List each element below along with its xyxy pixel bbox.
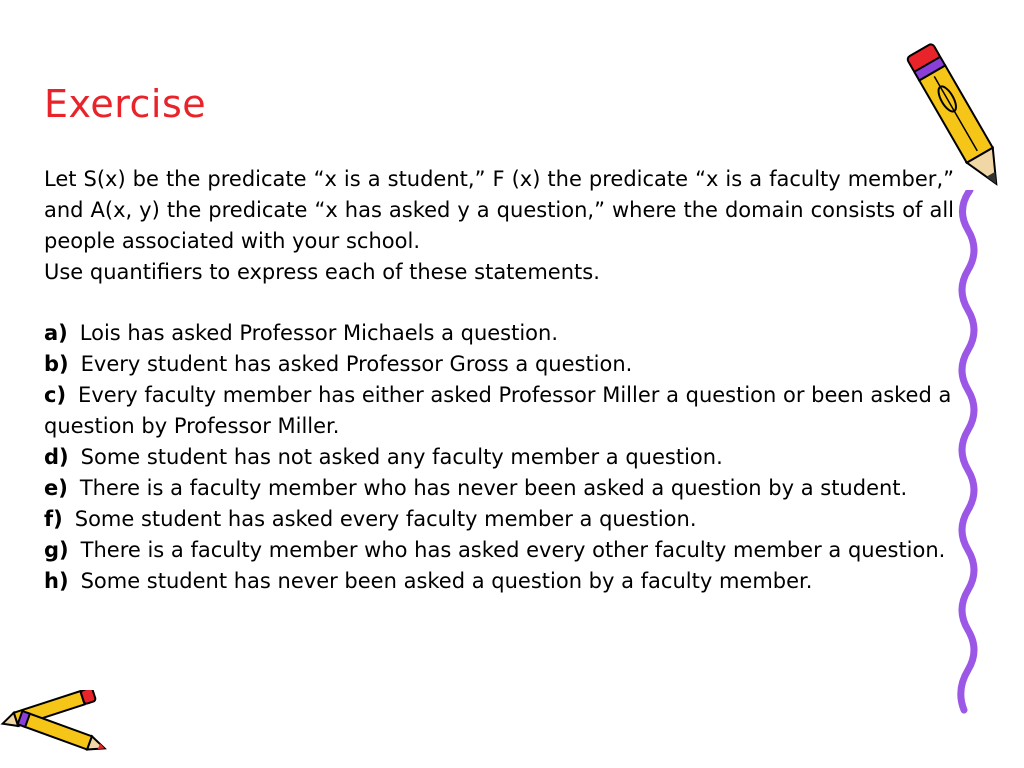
item-letter: h)	[44, 569, 69, 593]
instruction-text: Use quantifiers to express each of these statements.	[44, 260, 600, 284]
list-item	[44, 473, 954, 504]
list-item	[44, 349, 954, 380]
list-item	[44, 504, 954, 535]
list-item	[44, 566, 954, 597]
statement-list	[44, 318, 954, 597]
list-item	[44, 380, 954, 442]
item-text: There is a faculty member who has asked every other faculty member a question.	[80, 538, 946, 562]
item-letter: e)	[44, 476, 68, 500]
item-letter: b)	[44, 352, 69, 376]
item-letter: d)	[44, 445, 69, 469]
item-text: Some student has never been asked a question by a faculty member.	[80, 569, 813, 593]
item-text: There is a faculty member who has never been asked a question by a student.	[79, 476, 908, 500]
item-letter: f)	[44, 507, 63, 531]
item-text: Every student has asked Professor Gross a question.	[80, 352, 633, 376]
list-item	[44, 318, 954, 349]
intro-block	[44, 164, 954, 288]
intro-paragraph: Let S(x) be the predicate “x is a student,” F (x) the predicate “x is a faculty member,” and A(x, y) the predicate “x has asked y a question,” where the domain consists of all people associated with your school.	[44, 167, 954, 253]
item-letter: c)	[44, 383, 67, 407]
pencil-pair-icon	[0, 690, 115, 762]
item-letter: g)	[44, 538, 69, 562]
list-item	[44, 535, 954, 566]
pencil-icon	[905, 35, 1015, 200]
item-letter: a)	[44, 321, 68, 345]
item-text: Every faculty member has either asked Professor Miller a question or been asked a question by Professor Miller.	[44, 383, 952, 438]
slide-title: Exercise	[44, 82, 207, 126]
item-text: Some student has not asked any faculty member a question.	[80, 445, 723, 469]
list-item	[44, 442, 954, 473]
item-text: Some student has asked every faculty member a question.	[74, 507, 697, 531]
wavy-border	[948, 190, 988, 715]
item-text: Lois has asked Professor Michaels a question.	[79, 321, 559, 345]
